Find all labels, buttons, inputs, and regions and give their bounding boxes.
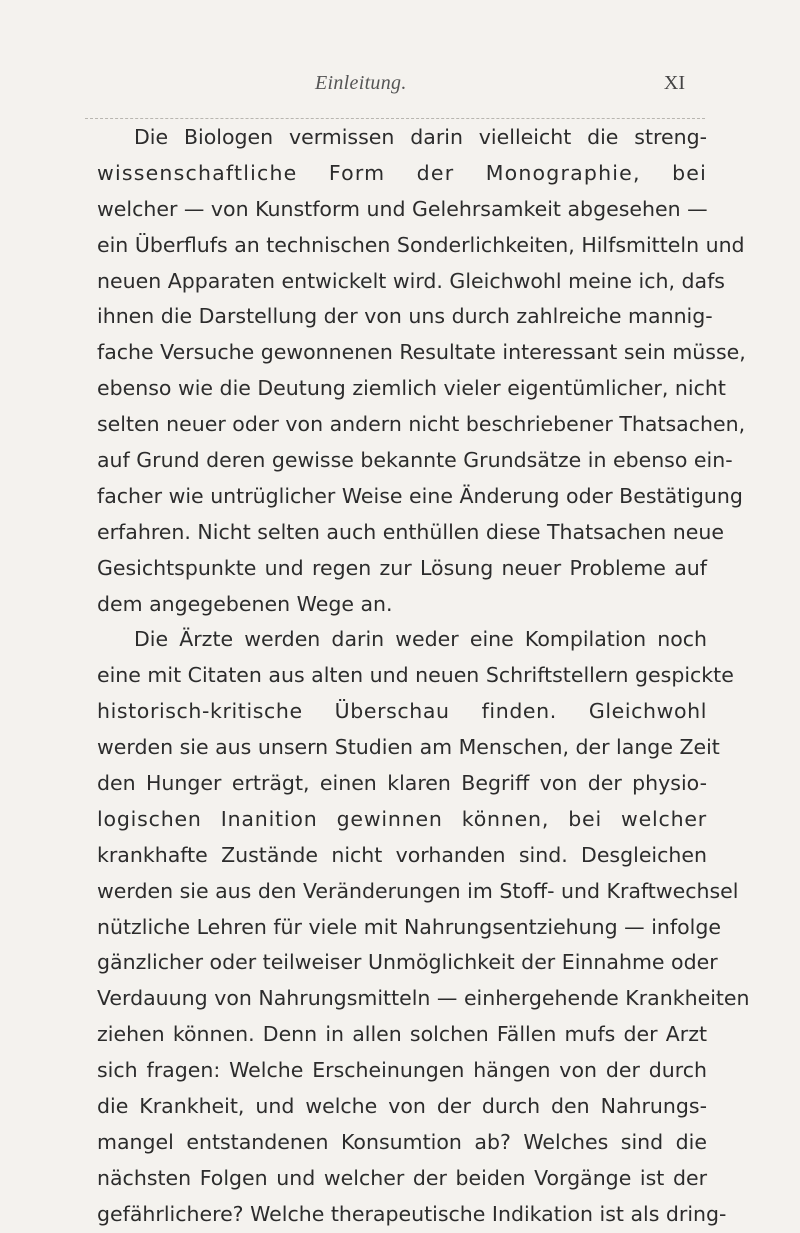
text-line: selten neuer oder von andern nicht beschriebener Thatsachen, <box>97 412 746 437</box>
text-line: auf Grund deren gewisse bekannte Grundsätze in ebenso ein- <box>97 448 733 473</box>
text-line: Die Biologen vermissen darin vielleicht die streng- <box>134 125 707 149</box>
running-title: Einleitung. <box>315 72 407 94</box>
text-line: Verdauung von Nahrungsmitteln — einhergehende Krankheiten <box>97 986 750 1011</box>
text-line: die Krankheit, und welche von der durch den Nahrungs- <box>97 1094 707 1119</box>
text-line: ihnen die Darstellung der von uns durch zahlreiche mannig- <box>97 304 713 329</box>
text-line: eine mit Citaten aus alten und neuen Schriftstellern gespickte <box>97 663 734 688</box>
header-rule <box>85 118 705 119</box>
body-text <box>97 120 750 1233</box>
text-line: ebenso wie die Deutung ziemlich vieler eigentümlicher, nicht <box>97 376 726 401</box>
text-line: werden sie aus den Veränderungen im Stoff- und Kraftwechsel <box>97 878 739 903</box>
text-line: fache Versuche gewonnenen Resultate interessant sein müsse, <box>97 340 746 365</box>
page-header <box>85 72 685 102</box>
text-line: wissenschaftliche Form der Monographie, bei <box>97 160 707 185</box>
text-line: krankhafte Zustände nicht vorhanden sind. Desgleichen <box>97 842 707 867</box>
text-line: dem angegebenen Wege an. <box>97 591 393 616</box>
text-line: sich fragen: Welche Erscheinungen hängen von der durch <box>97 1058 707 1083</box>
text-line: mangel entstandenen Konsumtion ab? Welches sind die <box>97 1129 707 1154</box>
text-line: historisch-kritische Überschau finden. Gleichwohl <box>97 699 707 724</box>
text-line: werden sie aus unsern Studien am Menschen, der lange Zeit <box>97 735 720 760</box>
text-line: Die Ärzte werden darin weder eine Kompilation noch <box>134 627 707 652</box>
text-line: logischen Inanition gewinnen können, bei welcher <box>97 806 707 831</box>
text-line: ein Überflufs an technischen Sonderlichkeiten, Hilfsmitteln und <box>97 232 745 257</box>
text-line: facher wie untrüglicher Weise eine Änderung oder Bestätigung <box>97 483 743 508</box>
text-line: neuen Apparaten entwickelt wird. Gleichwohl meine ich, dafs <box>97 268 725 293</box>
page-number: XI <box>663 72 685 94</box>
text-line: gänzlicher oder teilweiser Unmöglichkeit der Einnahme oder <box>97 950 718 975</box>
text-line: ziehen können. Denn in allen solchen Fällen mufs der Arzt <box>97 1022 707 1047</box>
text-line: Gesichtspunkte und regen zur Lösung neuer Probleme auf <box>97 555 707 580</box>
text-line: den Hunger erträgt, einen klaren Begriff von der physio- <box>97 771 707 796</box>
text-line: nächsten Folgen und welcher der beiden Vorgänge ist der <box>97 1165 707 1190</box>
text-line: welcher — von Kunstform und Gelehrsamkeit abgesehen — <box>97 196 708 221</box>
text-line: nützliche Lehren für viele mit Nahrungsentziehung — infolge <box>97 914 721 939</box>
text-line: gefährlichere? Welche therapeutische Indikation ist als dring- <box>97 1201 727 1226</box>
text-line: erfahren. Nicht selten auch enthüllen diese Thatsachen neue <box>97 519 724 544</box>
